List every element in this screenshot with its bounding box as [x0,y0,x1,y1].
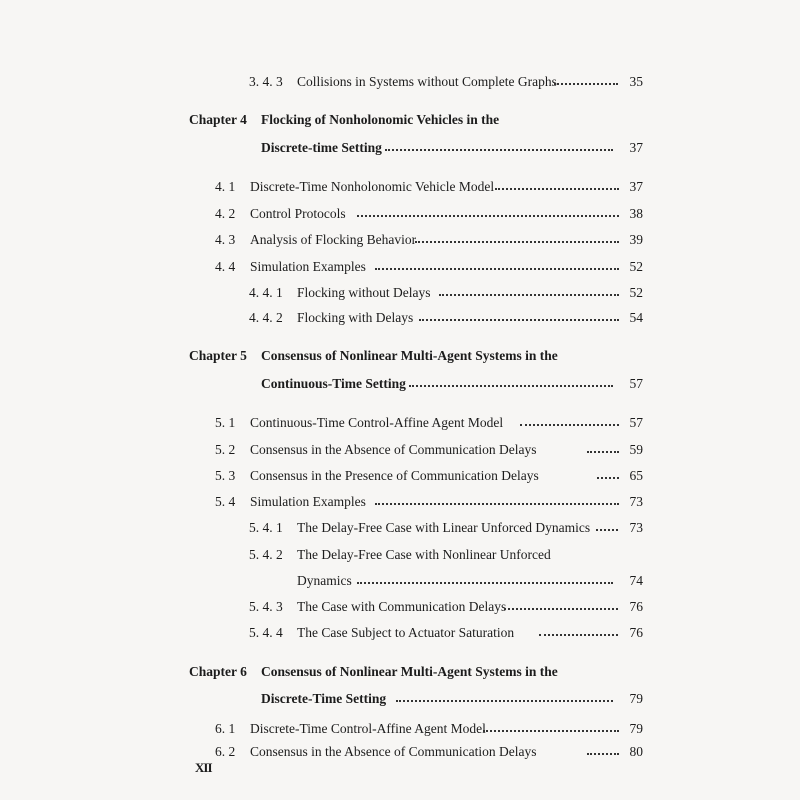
entry-page: 37 [629,179,643,194]
entry-number: 5. 3 [215,468,236,483]
entry-page: 57 [629,415,643,430]
dot-leader [495,188,619,190]
entry-title: The Delay-Free Case with Linear Unforced Dynamics [297,520,591,535]
entry-page: 38 [629,206,643,221]
entry-page: 65 [629,468,643,483]
entry-number: 4. 3 [215,232,236,247]
toc-entry-4-3 [215,229,643,251]
dot-leader [539,634,618,636]
entry-number: 5. 4. 4 [249,625,283,640]
entry-number: 5. 4 [215,494,236,509]
entry-page: 74 [629,573,643,588]
entry-title: Discrete-Time Control-Affine Agent Model [250,721,486,736]
chapter-title-line1: Consensus of Nonlinear Multi-Agent Systems in the [261,664,558,679]
toc-entry-5-4-1 [249,517,643,539]
entry-page: 76 [629,599,643,614]
entry-page: 52 [629,259,643,274]
dot-leader [587,753,619,755]
toc-entry-4-1 [215,176,643,198]
entry-page: 57 [629,376,643,391]
dot-leader [504,608,618,610]
chapter-title-line1: Consensus of Nonlinear Multi-Agent Systems in the [261,348,558,363]
chapter-title-line2: Discrete-time Setting [261,140,382,155]
entry-number: 4. 1 [215,179,236,194]
chapter-number: Chapter 6 [189,664,247,679]
toc-chapter-5-line2 [261,373,643,395]
toc-entry-5-4-4 [249,622,643,644]
entry-page: 73 [629,494,643,509]
entry-title: Consensus in the Absence of Communication Delays [250,744,537,759]
chapter-title-line2: Continuous-Time Setting [261,376,406,391]
entry-number: 3. 4. 3 [249,74,283,89]
entry-number: 5. 4. 3 [249,599,283,614]
toc-entry-5-4 [215,491,643,513]
dot-leader [385,149,613,151]
entry-title: Discrete-Time Nonholonomic Vehicle Model [250,179,495,194]
dot-leader [409,385,613,387]
dot-leader [357,582,613,584]
dot-leader [357,215,619,217]
entry-number: 4. 4 [215,259,236,274]
entry-title: Collisions in Systems without Complete Graphs [297,74,557,89]
entry-page: 79 [629,691,643,706]
entry-number: 4. 4. 2 [249,310,283,325]
entry-title: The Case with Communication Delays [297,599,507,614]
toc-chapter-4-line2 [261,137,643,159]
entry-number: 4. 2 [215,206,236,221]
toc-entry-5-4-2-line2 [297,570,643,592]
dot-leader [415,241,619,243]
toc-entry-4-4 [215,256,643,278]
toc-chapter-6-line2 [261,688,643,710]
entry-number: 5. 1 [215,415,236,430]
chapter-number: Chapter 5 [189,348,247,363]
entry-page: 54 [629,310,643,325]
entry-number: 5. 4. 1 [249,520,283,535]
dot-leader [375,268,619,270]
toc-chapter-5-line1 [189,345,643,367]
chapter-title-line2: Discrete-Time Setting [261,691,387,706]
toc-entry-5-4-2-line1 [249,544,643,566]
toc-entry-4-4-1 [249,282,643,304]
toc-entry-3-4-3 [249,71,643,93]
dot-leader [597,477,619,479]
entry-title: Flocking with Delays [297,310,414,325]
entry-title: Simulation Examples [250,494,366,509]
entry-number: 4. 4. 1 [249,285,283,300]
dot-leader [419,319,619,321]
entry-page: 80 [629,744,643,759]
toc-chapter-4-line1 [189,109,643,131]
entry-title: Simulation Examples [250,259,366,274]
entry-page: 35 [629,74,643,89]
toc-entry-6-2 [215,741,643,763]
entry-page: 76 [629,625,643,640]
entry-title: Continuous-Time Control-Affine Agent Model [250,415,504,430]
dot-leader [375,503,619,505]
dot-leader [483,730,619,732]
entry-page: 37 [629,140,643,155]
page-folio: XII [195,760,212,775]
entry-page: 79 [629,721,643,736]
entry-page: 73 [629,520,643,535]
chapter-title-line1: Flocking of Nonholonomic Vehicles in the [261,112,500,127]
toc-entry-4-4-2 [249,307,643,329]
toc-entry-5-4-3 [249,596,643,618]
toc-entry-5-1 [215,412,643,434]
entry-number: 5. 4. 2 [249,547,283,562]
entry-title: Flocking without Delays [297,285,431,300]
entry-page: 39 [629,232,643,247]
dot-leader [520,424,619,426]
entry-title-line2: Dynamics [297,573,352,588]
dot-leader [587,451,619,453]
toc-entry-6-1 [215,718,643,740]
entry-title: Control Protocols [250,206,346,221]
toc-entry-5-2 [215,439,643,461]
entry-title: Analysis of Flocking Behavior [250,232,417,247]
entry-page: 52 [629,285,643,300]
entry-title: Consensus in the Absence of Communication Delays [250,442,537,457]
dot-leader [596,529,618,531]
dot-leader [439,294,619,296]
entry-title: The Case Subject to Actuator Saturation [297,625,515,640]
entry-number: 6. 1 [215,721,236,736]
toc-chapter-6-line1 [189,661,643,683]
toc-entry-5-3 [215,465,643,487]
chapter-number: Chapter 4 [189,112,247,127]
toc-entry-4-2 [215,203,643,225]
entry-title: Consensus in the Presence of Communication Delays [250,468,539,483]
entry-number: 5. 2 [215,442,236,457]
dot-leader [396,700,613,702]
dot-leader [554,83,618,85]
entry-number: 6. 2 [215,744,236,759]
entry-title-line1: The Delay-Free Case with Nonlinear Unforced [297,547,551,562]
entry-page: 59 [629,442,643,457]
